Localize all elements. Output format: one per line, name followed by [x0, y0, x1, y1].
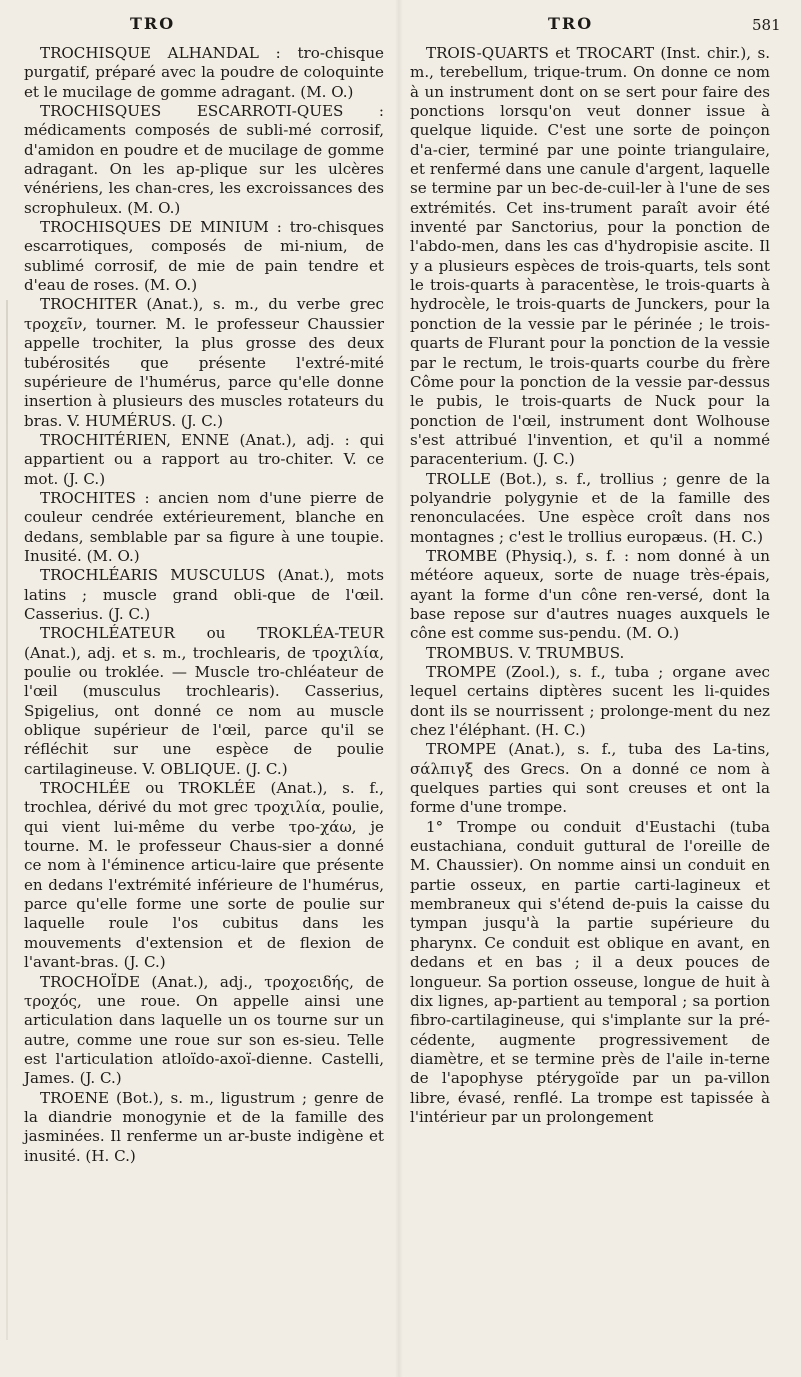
- page-number: 581: [752, 16, 781, 34]
- entry-trolle: TROLLE (Bot.), s. f., trollius ; genre de la polyandrie polygynie et de la famille des renonculacées. Une espèce croît dans nos montagnes ; c'est le trollius europæus. (H. C.): [410, 469, 770, 546]
- entry-trochiter: TROCHITER (Anat.), s. m., du verbe grec τροχεῖν, tourner. M. le professeur Chaussier appelle trochiter, la plus grosse des deux tubérosités que présente l'extré-mité supérieure de l'humérus, parce qu'elle donne insertion à plusieurs des muscles rotateurs du bras. V. HUMÉRUS. (J. C.): [24, 295, 384, 430]
- right-column: [410, 44, 770, 1127]
- entry-trombus: TROMBUS. V. TRUMBUS.: [426, 643, 625, 662]
- entry-trochisques-escarrotiques: TROCHISQUES ESCARROTI-QUES : médicaments composés de subli-mé corrosif, d'amidon en poudre et de mucilage de gomme adragant. On les ap-plique sur les ulcères vénériens, les chan-cres, les excroissances des scrophuleux. (M. O.): [24, 102, 384, 217]
- page-fold-shadow: [395, 0, 403, 1377]
- entry-trochoide: TROCHOÏDE (Anat.), adj., τροχοειδής, de τροχός, une roue. On appelle ainsi une articulation dans laquelle un os tourne sur un autre, comme une roue sur son es-sieu. Telle est l'articulation atloïdo-axoï-dienne. Castelli, James. (J. C.): [24, 972, 384, 1088]
- entry-trochites: TROCHITES : ancien nom d'une pierre de couleur cendrée extérieurement, blanche en dedans, semblable par sa figure à une toupie. Inusité. (M. O.): [24, 488, 384, 565]
- entry-trochisque-alhandal: TROCHISQUE ALHANDAL : tro-chisque purgatif, préparé avec la poudre de coloquinte et le mucilage de gomme adragant. (M. O.): [24, 44, 384, 101]
- running-head-left: TRO: [130, 14, 176, 33]
- page-edge-shadow: [6, 300, 8, 1340]
- entry-trochiterien: TROCHITÉRIEN, ENNE (Anat.), adj. : qui appartient ou a rapport au tro-chiter. V. ce mot. (J. C.): [24, 430, 384, 488]
- entry-trois-quarts: TROIS-QUARTS et TROCART (Inst. chir.), s. m., terebellum, trique-trum. On donne ce nom à un instrument dont on se sert pour faire des ponctions lorsqu'on veut donner issue à quelque liquide. C'est une sorte de poinçon d'a-cier, terminé par une pointe triangulaire, et renfermé dans une canule d'argent, laquelle se termine par un bec-de-cuil-ler à l'une de ses extrémités. Cet ins-trument paraît avoir été inventé par Sanctorius, pour la ponction de l'abdo-men, dans les cas d'hydropisie ascite. Il y a plusieurs espèces de trois-quarts, tels sont le trois-quarts à paracentèse, le trois-quarts à hydrocèle, le trois-quarts de Junckers, pour la ponction de la vessie par le périnée ; le trois-quarts de Flurant pour la ponction de la vessie par le rectum, le trois-quarts courbe du frère Côme pour la ponction de la vessie par-dessus le pubis, le trois-quarts de Nuck pour la ponction de l'œil, instrument dont Wolhouse s'est attribué l'invention, et qu'il a nommé paracenterium. (J. C.): [410, 44, 770, 469]
- entry-trompe-zool: TROMPE (Zool.), s. f., tuba ; organe avec lequel certains diptères sucent les li-quides dont ils se nourrissent ; prolonge-ment du nez chez l'éléphant. (H. C.): [410, 663, 770, 740]
- entry-troene: TROENE (Bot.), s. m., ligustrum ; genre de la diandrie monogynie et de la famille des jasminées. Il renferme un ar-buste indigène et inusité. (H. C.): [24, 1088, 384, 1165]
- entry-trombe: TROMBE (Physiq.), s. f. : nom donné à un météore aqueux, sorte de nuage très-épais, ayant la forme d'un cône ren-versé, dont la base repose sur d'autres nuages auxquels le cône est comme sus-pendu. (M. O.): [410, 546, 770, 643]
- left-column: [24, 44, 384, 1166]
- entry-trochisques-de-minium: TROCHISQUES DE MINIUM : tro-chisques escarrotiques, composés de mi-nium, de sublimé corrosif, de mie de pain tendre et d'eau de roses. (M. O.): [24, 218, 384, 295]
- entry-trochlee: TROCHLÉE ou TROKLÉE (Anat.), s. f., trochlea, dérivé du mot grec τροχιλία, poulie, qui vient lui-même du verbe τρο-χάω, je tourne. M. le professeur Chaus-sier a donné ce nom à l'éminence articu-laire que présente en dedans l'extrémité inférieure de l'humérus, parce qu'elle forme une sorte de poulie sur laquelle roule l'os cubitus dans les mouvements d'extension et de flexion de l'avant-bras. (J. C.): [24, 779, 384, 972]
- entry-trompe-eustachi: 1° Trompe ou conduit d'Eustachi (tuba eustachiana, conduit guttural de l'oreille de M. Chaussier). On nomme ainsi un conduit en partie osseux, en partie carti-lagineux et membraneux qui s'étend de-puis la caisse du tympan jusqu'à la partie supérieure du pharynx. Ce conduit est oblique en avant, en dedans et en bas ; il a deux pouces de longueur. Sa portion osseuse, longue de huit à dix lignes, ap-partient au temporal ; sa portion fibro-cartilagineuse, qui s'implante sur la pré-cédente, augmente progressivement de diamètre, et se termine près de l'aile in-terne de l'apophyse ptérygoïde par un pa-villon libre, évasé, renflé. La trompe est tapissée à l'intérieur par un prolongement: [410, 817, 770, 1126]
- entry-trochleateur: TROCHLÉATEUR ou TROKLÉA-TEUR (Anat.), adj. et s. m., trochlearis, de τροχιλία, poulie ou troklée. — Muscle tro-chléateur de l'œil (musculus trochlearis). Casserius, Spigelius, ont donné ce nom au muscle oblique supérieur de l'œil, parce qu'il se réfléchit sur une espèce de poulie cartilagineuse. V. OBLIQUE. (J. C.): [24, 624, 384, 778]
- running-head-right: TRO: [548, 14, 594, 33]
- entry-trompe-anat: TROMPE (Anat.), s. f., tuba des La-tins, σάλπιγξ des Grecs. On a donné ce nom à quelques parties qui sont creuses et ont la forme d'une trompe.: [410, 740, 770, 817]
- entry-trochlearis-musculus: TROCHLÉARIS MUSCULUS (Anat.), mots latins ; muscle grand obli-que de l'œil. Casserius. (J. C.): [24, 566, 384, 623]
